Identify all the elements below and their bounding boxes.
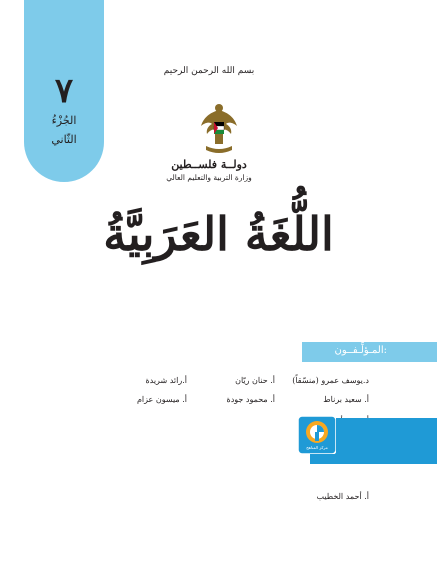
author-name: أ. ميسون عزام <box>136 395 187 404</box>
grade-number: ٧ <box>54 71 74 111</box>
author-name: أ. سعيد برناط <box>323 395 369 404</box>
author-name: أ.رائد شريدة <box>145 376 187 385</box>
authors-header-bar <box>302 342 437 362</box>
part-number-label: الثّاني <box>51 133 77 146</box>
basmala-calligraphy: بسم الله الرحمن الرحيم <box>163 66 255 76</box>
authors-label: المـؤلِّـفــون: <box>334 345 387 356</box>
author-name: أ. محمود جودة <box>226 395 275 404</box>
logo-caption: مركز المناهج <box>306 445 328 450</box>
country-name: دولــة فلســطين <box>171 158 247 171</box>
author-name: د.يوسف عمرو (منسّقاً) <box>292 376 369 385</box>
author-name: أ. حنان ريّان <box>235 376 275 385</box>
ministry-name: وزارة التربية والتعليم العالي <box>166 173 252 182</box>
grade-tab <box>24 0 104 182</box>
palestine-emblem-icon <box>198 100 240 158</box>
part-label: الجُزْءُ <box>51 114 77 127</box>
book-title: اللُّغَةُ العَرَبِيَّةُ <box>103 207 334 261</box>
author-name: أ. أحمد الخطيب <box>316 492 369 501</box>
